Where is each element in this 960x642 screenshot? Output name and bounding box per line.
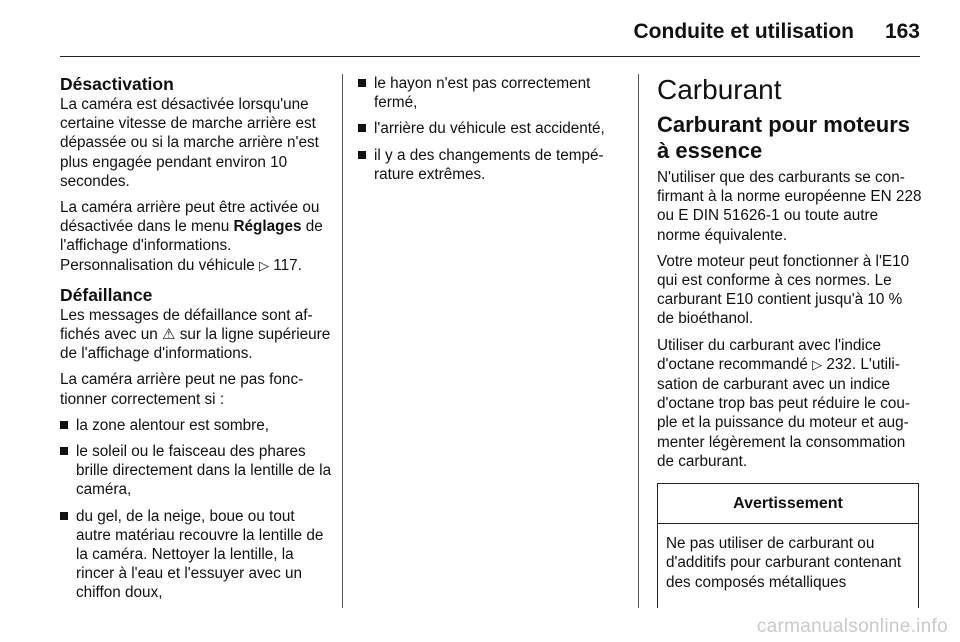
list-item-text: le soleil ou le faisceau des phares brille directement dans la lentille de la caméra, bbox=[76, 443, 332, 499]
column-1 bbox=[60, 74, 332, 610]
chapter-heading: Carburant bbox=[657, 74, 782, 105]
list-item-text: il y a des changements de température extrêmes. bbox=[374, 146, 604, 183]
list-item bbox=[358, 119, 620, 138]
list-item bbox=[358, 146, 620, 184]
header-title: Conduite et utilisation bbox=[633, 20, 854, 43]
paragraph: La caméra est désactivée lorsqu'une certaine vitesse de marche arrière est dépassée ou si la marche arrière n'est plus engagée pendant environ 10 secondes. bbox=[60, 96, 319, 190]
menu-name-settings: Réglages bbox=[233, 218, 302, 236]
page-reference: 232. bbox=[826, 355, 857, 373]
list-item bbox=[60, 416, 332, 435]
list-item-text: du gel, de la neige, boue ou tout autre matériau recouvre la lentille de la caméra. Nettoyer la lentille, la rincer à l'eau et l'essuyer avec un chiffon doux, bbox=[76, 507, 324, 602]
page-reference: 117. bbox=[273, 256, 302, 274]
page-reference-arrow-icon: ▷ bbox=[259, 258, 269, 274]
paragraph: N'utiliser que des carburants se confirmant à la norme européenne EN 228 ou E DIN 51626-1 ou toute autre norme équivalente. bbox=[657, 169, 922, 244]
paragraph bbox=[657, 336, 923, 471]
bullet-icon bbox=[358, 124, 366, 132]
bullet-icon bbox=[358, 151, 366, 159]
warning-box-text: Ne pas utiliser de carburant ou d'additifs pour carburant contenant des composés métalliques bbox=[666, 535, 902, 591]
bullet-icon bbox=[60, 421, 68, 429]
warning-box bbox=[657, 483, 919, 608]
warning-box-title: Avertissement bbox=[658, 484, 918, 524]
text: L'utilisation de carburant avec un indice d'octane trop bas peut réduire le couple et la puissance du moteur et augmenter légèrement la consommation de carburant. bbox=[657, 355, 910, 470]
list-item-text: la zone alentour est sombre, bbox=[76, 416, 270, 434]
paragraph bbox=[60, 198, 332, 276]
bullet-list bbox=[358, 74, 620, 184]
paragraph: La caméra arrière peut ne pas fonctionner correctement si : bbox=[60, 371, 304, 408]
text: Les messages de défaillance sont affichés avec un bbox=[60, 306, 313, 344]
text: de l'affichage d'informations. Personnalisation du véhicule bbox=[60, 218, 323, 274]
text: Utiliser du carburant avec l'indice d'octane recommandé bbox=[657, 336, 881, 373]
bullet-icon bbox=[358, 79, 366, 87]
text: sur la ligne supérieure de l'affichage d'informations. bbox=[60, 326, 331, 363]
column-3 bbox=[657, 74, 923, 608]
bullet-icon bbox=[60, 512, 68, 520]
bullet-icon bbox=[60, 447, 68, 455]
page-header bbox=[60, 16, 920, 57]
page-reference-arrow-icon: ▷ bbox=[812, 357, 823, 373]
section-heading-fuel-petrol: Carburant pour moteurs à essence bbox=[657, 112, 911, 163]
page-number: 163 bbox=[884, 20, 920, 43]
list-item bbox=[358, 74, 620, 112]
column-divider bbox=[638, 74, 639, 608]
list-item bbox=[60, 442, 332, 500]
column-divider bbox=[342, 74, 343, 608]
paragraph: Votre moteur peut fonctionner à l'E10 qui est conforme à ces normes. Le carburant E10 contient jusqu'à 10 % de bioéthanol. bbox=[657, 252, 910, 328]
section-heading-deactivation: Désactivation bbox=[60, 74, 174, 94]
list-item-text: le hayon n'est pas correctement fermé, bbox=[374, 75, 591, 112]
list-item bbox=[60, 507, 332, 603]
paragraph bbox=[60, 306, 332, 364]
bullet-list bbox=[60, 416, 332, 603]
column-2 bbox=[358, 74, 620, 191]
warning-triangle-icon: ⚠ bbox=[162, 325, 176, 344]
list-item-text: l'arrière du véhicule est accidenté, bbox=[374, 120, 605, 138]
watermark: carmanualsonline.info bbox=[756, 616, 948, 637]
section-heading-failure: Défaillance bbox=[60, 284, 153, 305]
text: La caméra arrière peut être activée ou désactivée dans le menu bbox=[60, 199, 320, 236]
